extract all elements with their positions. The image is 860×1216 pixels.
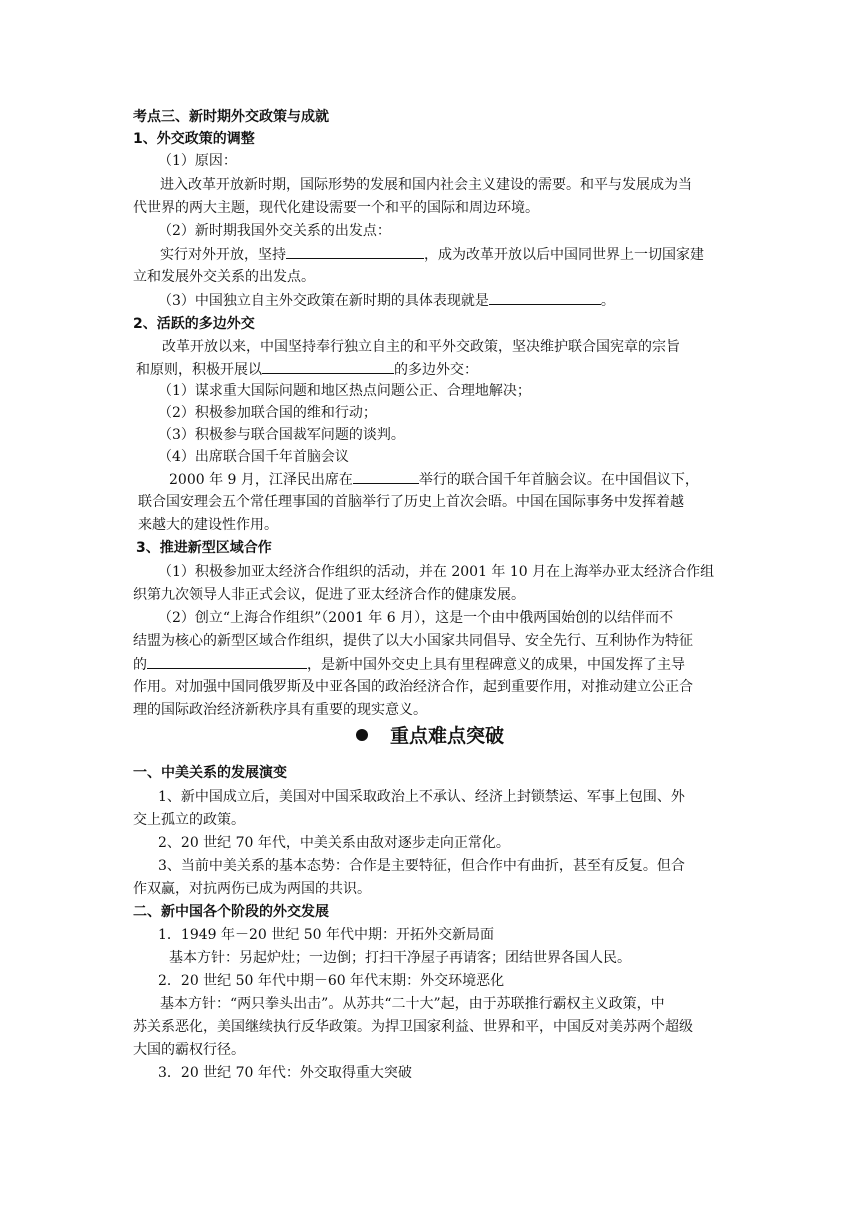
exam-point-title: 考点三、新时期外交政策与成就	[133, 109, 329, 125]
list-item: （3）积极参与联合国裁军问题的谈判。	[158, 427, 405, 443]
text-fragment: 的多边外交：	[394, 362, 478, 378]
paragraph-line: （1）积极参加亚太经济合作组织的活动，并在 2001 年 10 月在上海举办亚太经济合作组	[158, 564, 715, 580]
text-fragment: 和原则，积极开展以	[136, 362, 262, 378]
section-heading: 3、推进新型区域合作	[136, 540, 272, 556]
paragraph-line	[160, 243, 704, 266]
paragraph-line: 1、新中国成立后，美国对中国采取政治上不承认、经济上封锁禁运、军事上包围、外	[158, 789, 685, 805]
fill-blank	[286, 243, 424, 259]
text-fragment: 2000 年 9 月，江泽民出席在	[169, 472, 353, 488]
paragraph-line: 作用。对加强中国同俄罗斯及中亚各国的政治经济合作，起到重要作用，对推动建立公正合	[133, 679, 693, 695]
section-heading: 一、中美关系的发展演变	[133, 765, 287, 781]
item-label: （1）原因：	[158, 153, 237, 169]
item-label: （2）新时期我国外交关系的出发点：	[158, 223, 391, 239]
paragraph-line: 3．20 世纪 70 年代：外交取得重大突破	[158, 1065, 412, 1081]
paragraph-line: 交上孤立的政策。	[133, 812, 245, 828]
fill-blank	[147, 653, 307, 669]
paragraph-line: 2、20 世纪 70 年代，中美关系由敌对逐步走向正常化。	[158, 835, 510, 851]
paragraph-line: 织第九次领导人非正式会议，促进了亚太经济合作的健康发展。	[133, 587, 525, 603]
paragraph-line: （2）创立“上海合作组织”（2001 年 6 月），这是一个由中俄两国始创的以结伴而不	[158, 610, 674, 626]
paragraph-line: 大国的霸权行径。	[133, 1042, 245, 1058]
paragraph-line: 2．20 世纪 50 年代中期－60 年代末期：外交环境恶化	[158, 973, 505, 989]
text-fragment: ，成为改革开放以后中国同世界上一切国家建	[424, 247, 704, 263]
fill-blank	[262, 358, 394, 374]
text-fragment: 的	[133, 657, 147, 673]
text-fragment: 举行的联合国千年首脑会议。在中国倡议下，	[418, 472, 699, 488]
bullet-icon	[356, 729, 368, 741]
paragraph-line: 作双赢，对抗两伤已成为两国的共识。	[133, 881, 371, 897]
list-item: （4）出席联合国千年首脑会议	[158, 449, 349, 465]
paragraph-line: 立和发展外交关系的出发点。	[133, 269, 315, 285]
list-item: （2）积极参加联合国的维和行动；	[158, 405, 377, 421]
text-fragment: （3）中国独立自主外交政策在新时期的具体表现就是	[158, 293, 489, 309]
section-title	[0, 722, 860, 750]
paragraph-line: 来越大的建设性作用。	[138, 517, 278, 533]
fill-blank	[353, 468, 419, 484]
paragraph-line	[133, 653, 685, 676]
paragraph-line	[136, 358, 478, 381]
fill-blank	[489, 289, 601, 305]
paragraph-line: 理的国际政治经济新秩序具有重要的现实意义。	[133, 702, 427, 718]
paragraph-line	[169, 468, 699, 491]
section-heading: 2、活跃的多边外交	[133, 316, 255, 332]
paragraph-line: 苏关系恶化，美国继续执行反华政策。为捍卫国家利益、世界和平，中国反对美苏两个超级	[133, 1019, 693, 1035]
paragraph-line: 基本方针：另起炉灶；一边倒；打扫干净屋子再请客；团结世界各国人民。	[169, 950, 631, 966]
paragraph-line	[158, 289, 615, 312]
paragraph-line: 1．1949 年－20 世纪 50 年代中期：开拓外交新局面	[158, 927, 494, 943]
text-fragment: 实行对外开放，坚持	[160, 247, 286, 263]
section-title-text: 重点难点突破	[389, 725, 504, 747]
text-fragment: 。	[600, 293, 615, 309]
paragraph-line: 结盟为核心的新型区域合作组织，提供了以大小国家共同倡导、安全先行、互利协作为特征	[133, 633, 693, 649]
paragraph-line: 基本方针：“两只拳头出击”。从苏共“二十大”起，由于苏联推行霸权主义政策，中	[160, 996, 665, 1012]
list-item: （1）谋求重大国际问题和地区热点问题公正、合理地解决；	[158, 383, 531, 399]
paragraph-line: 改革开放以来，中国坚持奉行独立自主的和平外交政策，坚决维护联合国宪章的宗旨	[162, 339, 680, 355]
section-heading: 1、外交政策的调整	[133, 131, 255, 147]
paragraph-line: 联合国安理会五个常任理事国的首脑举行了历史上首次会晤。中国在国际事务中发挥着越	[138, 494, 684, 510]
text-fragment: ，是新中国外交史上具有里程碑意义的成果，中国发挥了主导	[307, 657, 685, 673]
section-heading: 二、新中国各个阶段的外交发展	[133, 904, 329, 920]
paragraph-line: 3、当前中美关系的基本态势：合作是主要特征，但合作中有曲折，甚至有反复。但合	[158, 858, 685, 874]
paragraph-line: 代世界的两大主题，现代化建设需要一个和平的国际和周边环境。	[133, 200, 539, 216]
paragraph-line: 进入改革开放新时期，国际形势的发展和国内社会主义建设的需要。和平与发展成为当	[160, 177, 692, 193]
